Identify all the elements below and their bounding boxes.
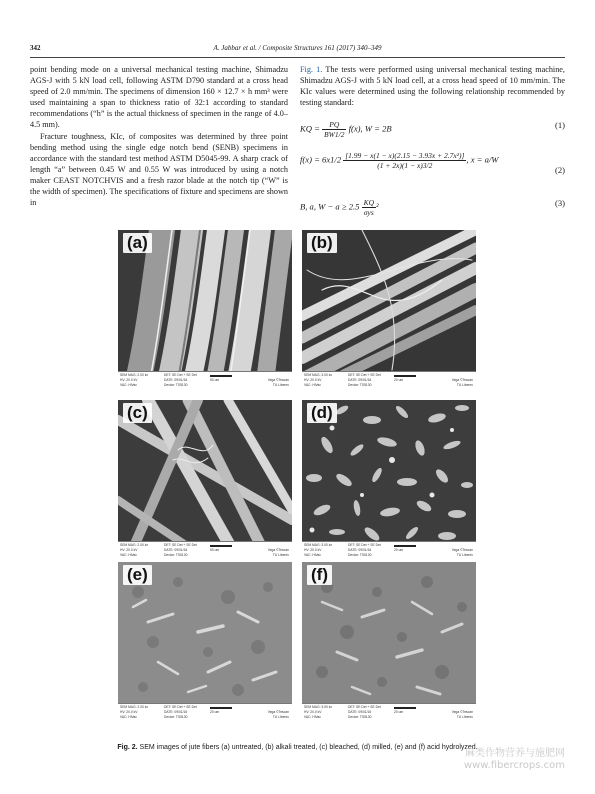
scale-label: 20 um bbox=[394, 378, 404, 382]
sem-image-alkali-treated bbox=[302, 230, 476, 390]
sem-panel-f bbox=[302, 562, 476, 722]
equation-number: (3) bbox=[554, 198, 565, 208]
sem-image-bleached bbox=[118, 400, 292, 560]
scale-bar bbox=[210, 707, 232, 709]
figure-caption-label: Fig. 2. bbox=[117, 744, 138, 751]
equation-1: KQ = $\frac{PQ}{BW1/2}$ f(x), W = 2B (1) bbox=[300, 120, 565, 139]
paragraph-fracture-toughness: Fracture toughness, KIc, of composites was determined by three point bending method using the single edge notch bend (SENB) specimens in accordance with the standard test method ASTM D5045-99. A sharp crack of length “a” between 0.45 W and 0.55 W was introduced by using a notch maker CEAST NOTCHVIS and a fresh razor blade at the notch tip (“W” is the width of specimen). The specifications of fixture and specimens are shown in bbox=[30, 131, 288, 208]
sem-metadata-bar: SEM MAG: 2.00 kx HV: 20.0 kV VAC: HiVac DET: SE Det + SE Det DATE: 09/01/16 Device: TS5130 50 um Vega ©Tescan TU Liberec bbox=[118, 371, 292, 390]
sem-metadata-bar: SEM MAG: 2.00 kx HV: 20.0 kV VAC: HiVac DET: SE Det + SE Det DATE: 09/01/16 Device: TS5130 50 um Vega ©Tescan TU Liberec bbox=[118, 541, 292, 560]
equation-number: (1) bbox=[554, 120, 565, 130]
panel-label: (d) bbox=[307, 403, 337, 423]
panel-label: (f) bbox=[307, 565, 332, 585]
scale-bar bbox=[394, 545, 416, 547]
sem-panel-c bbox=[118, 400, 292, 560]
figure-caption-text: SEM images of jute fibers (a) untreated, (b) alkali treated, (c) bleached, (d) milled, (e) and (f) acid hydrolyzed. bbox=[137, 744, 478, 751]
scale-label: 20 um bbox=[210, 710, 220, 714]
sem-image-acid-hydrolyzed-2 bbox=[302, 562, 476, 722]
panel-label: (e) bbox=[123, 565, 152, 585]
scale-label: 20 um bbox=[394, 710, 404, 714]
eq3-fraction: $\frac{KQ}{\text{σys}}$ bbox=[363, 198, 375, 217]
left-text-column bbox=[30, 64, 288, 208]
equation-2: f(x) = 6x1/2 $\frac{\text{[1.99 − x(1 − x)(2.15 − 3.93x + 2.7x²)]}}{(1 + 2x)(1 - x)3/2}$ , x = a/W (2) bbox=[300, 151, 565, 175]
page-number: 342 bbox=[30, 44, 41, 52]
sem-metadata-bar: SEM MAG: 3.00 kx HV: 20.0 kV VAC: HiVac DET: SE Det + SE Det DATE: 09/01/16 Device: TS5130 20 um Vega ©Tescan TU Liberec bbox=[302, 371, 476, 390]
scale-label: 50 um bbox=[210, 548, 220, 552]
eq1-fraction: $\frac{PQ}{BW1/2}$ bbox=[324, 120, 345, 139]
journal-citation: A. Jabbar et al. / Composite Structures 161 (2017) 340–349 bbox=[213, 44, 382, 52]
sem-image-milled bbox=[302, 400, 476, 560]
panel-label: (c) bbox=[123, 403, 152, 423]
scale-bar bbox=[210, 545, 232, 547]
equation-number: (2) bbox=[554, 165, 565, 175]
panel-label: (a) bbox=[123, 233, 152, 253]
sem-figure-grid bbox=[118, 230, 476, 722]
scale-label: 50 um bbox=[210, 378, 220, 382]
paragraph-flexural: point bending mode on a universal mechanical testing machine, Shimadzu AGS-J with 5 kN load cell, following ASTM D790 standard at a cross head speed of 2.0 mm/min. The specimens of dimension 160 × 12.7 × h mm³ were used maintaining a span to thickness ratio of 32:1 according to standard recommendations (“h” is the actual thickness of specimen in the range of 4.0–4.5 mm). bbox=[30, 65, 288, 130]
scale-bar bbox=[394, 375, 416, 377]
sem-panel-a bbox=[118, 230, 292, 390]
sem-panel-d bbox=[302, 400, 476, 560]
sem-image-acid-hydrolyzed-1 bbox=[118, 562, 292, 722]
running-header bbox=[30, 44, 565, 56]
right-text-column bbox=[300, 64, 565, 108]
scale-label: 20 um bbox=[394, 548, 404, 552]
sem-metadata-bar: SEM MAG: 3.00 kx HV: 20.0 kV VAC: HiVac DET: SE Det + SE Det DATE: 09/01/16 Device: TS5130 20 um Vega ©Tescan TU Liberec bbox=[302, 703, 476, 722]
sem-metadata-bar: SEM MAG: 2.00 kx HV: 20.0 kV VAC: HiVac DET: SE Det + SE Det DATE: 09/01/16 Device: TS5130 20 um Vega ©Tescan TU Liberec bbox=[118, 703, 292, 722]
paragraph-kic-method: The tests were performed using universal mechanical testing machine, Shimadzu AGS-J with 5 kN load cell, at a cross head speed of 10 mm/min. The KIc values were determined using the following relationship recommended by testing standard: bbox=[300, 65, 565, 108]
sem-panel-e bbox=[118, 562, 292, 722]
site-watermark: 麻类作物营养与施肥网 www.fibercrops.com bbox=[463, 748, 565, 771]
equation-3: B, a, W − a ≥ 2.5 $\frac{KQ}{\text{σys}}$ ² (3) bbox=[300, 198, 565, 217]
header-rule bbox=[30, 57, 565, 58]
sem-metadata-bar: SEM MAG: 3.00 kx HV: 20.0 kV VAC: HiVac DET: SE Det + SE Det DATE: 09/01/16 Device: TS5130 20 um Vega ©Tescan TU Liberec bbox=[302, 541, 476, 560]
eq2-fraction: $\frac{\text{[1.99 − x(1 − x)(2.15 − 3.93x + 2.7x²)]}}{(1 + 2x)(1 - x)3/2}$ bbox=[345, 151, 465, 170]
scale-bar bbox=[210, 375, 232, 377]
panel-label: (b) bbox=[307, 233, 337, 253]
sem-panel-b bbox=[302, 230, 476, 390]
scale-bar bbox=[394, 707, 416, 709]
figure-1-link[interactable]: Fig. 1. bbox=[300, 65, 323, 74]
sem-image-untreated bbox=[118, 230, 292, 390]
